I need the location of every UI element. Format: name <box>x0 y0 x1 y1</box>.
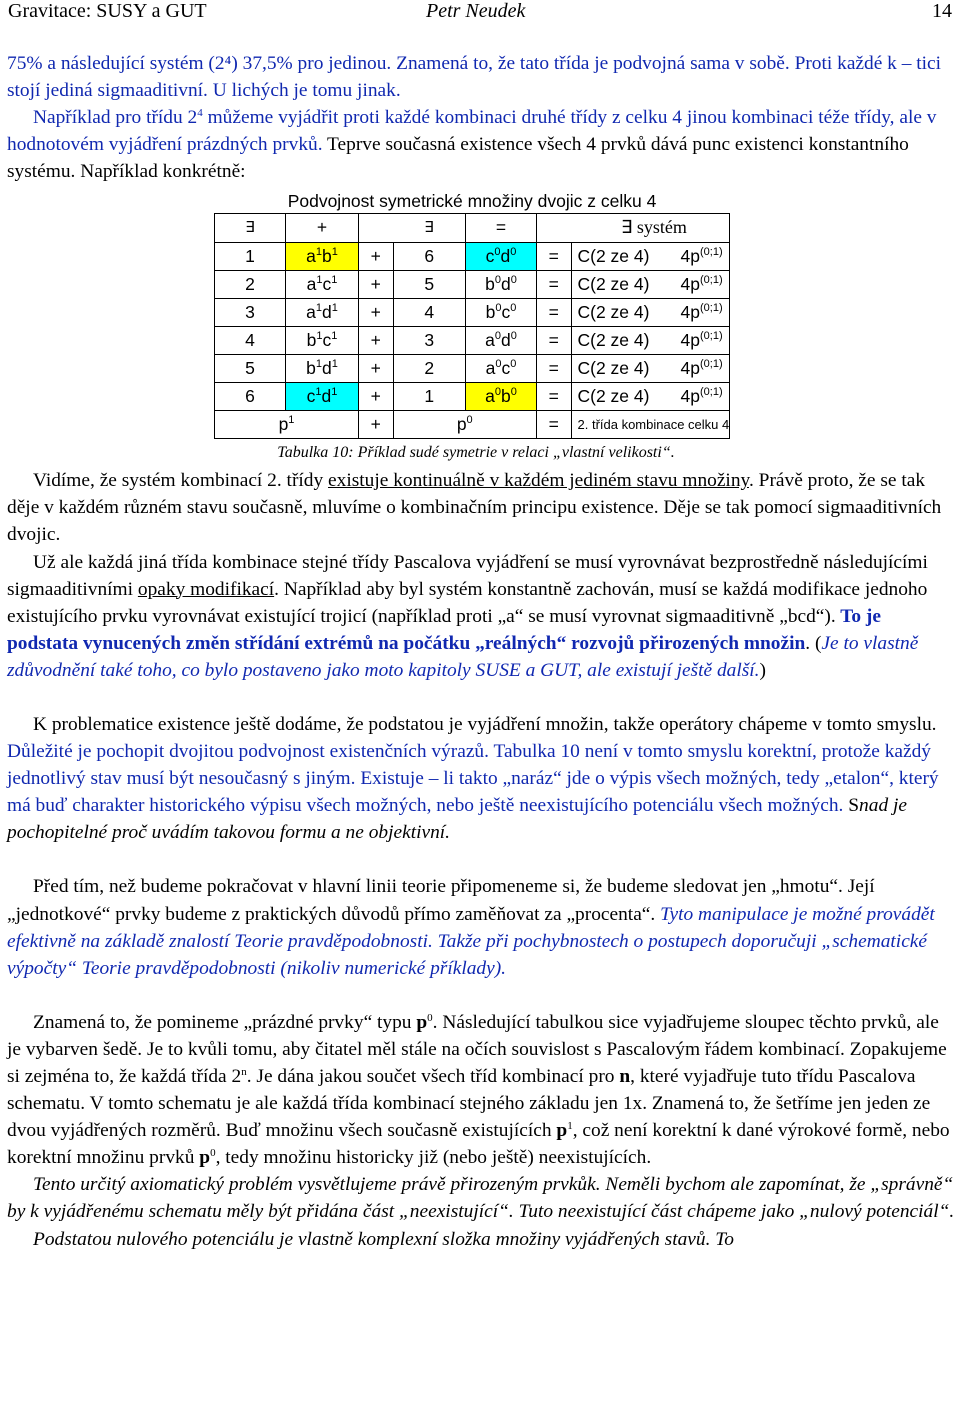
paragraph-9: Podstatou nulového potenciálu je vlastně komplexní složka množiny vyjádřených stavů. To <box>33 1228 734 1250</box>
row-result: C(2 ze 4) <box>571 270 674 298</box>
table-row: 2 $a^1c^1$ + 5 $b^0d^0$ = C(2 ze 4) $4p^{(0;1)}$ <box>215 270 730 298</box>
existing-pair: $a^1d^1$ <box>286 298 359 326</box>
complement-count: 2 <box>393 354 466 382</box>
row-probability: $4p^{(0;1)}$ <box>674 383 730 411</box>
exists-symbol: ∃ <box>215 214 286 242</box>
row-probability: $4p^{(0;1)}$ <box>674 298 730 326</box>
empty-pair: $a^0b^0$ <box>466 383 537 411</box>
empty-pair: $b^0d^0$ <box>466 270 537 298</box>
table-row: 3 $a^1d^1$ + 4 $b^0c^0$ = C(2 ze 4) $4p^{(0;1)}$ <box>215 298 730 326</box>
complement-count: 4 <box>393 298 466 326</box>
page-number: 14 <box>932 0 952 22</box>
existing-pair: $c^1d^1$ <box>286 383 359 411</box>
empty-pair: $a^0d^0$ <box>466 326 537 354</box>
page-header <box>0 0 960 26</box>
exists-system: ∃ systém <box>571 214 730 242</box>
table-summary-row: $p^1$ + $p^0$ = 2. třída kombinace celku 4 <box>215 411 730 439</box>
paragraph-2: Například pro třídu $2^4$ můžeme vyjádřit proti každé kombinaci druhé třídy z celku 4 jinou kombinaci téže třídy, ale v hodnotovém vyjádření prázdných prvků. Teprve současná existence všech 4 prvků dává punc existenci konstantního systému. Například konkrétně: <box>7 107 937 183</box>
complement-count: 1 <box>393 383 466 411</box>
exists-symbol: ∃ <box>393 214 466 242</box>
paragraph-8: Tento určitý axiomatický problém vysvětlujeme právě přirozeným prvkůk. Neměli bychom ale zapomínat, že „správně“ by k vyjádřenému schematu měly být přidána část „neexistující“. Tuto neexistující část chápeme jako „nulový potenciál“. <box>7 1174 955 1223</box>
table-row: 4 $b^1c^1$ + 3 $a^0d^0$ = C(2 ze 4) $4p^{(0;1)}$ <box>215 326 730 354</box>
row-result: C(2 ze 4) <box>571 354 674 382</box>
existing-pair: $a^1b^1$ <box>286 242 359 270</box>
row-probability: $4p^{(0;1)}$ <box>674 270 730 298</box>
row-number: 1 <box>215 242 286 270</box>
complement-count: 6 <box>393 242 466 270</box>
row-number: 5 <box>215 354 286 382</box>
existing-pair: $b^1c^1$ <box>286 326 359 354</box>
combination-table <box>214 213 730 439</box>
table-row: 5 $b^1d^1$ + 2 $a^0c^0$ = C(2 ze 4) $4p^{(0;1)}$ <box>215 354 730 382</box>
row-probability: $4p^{(0;1)}$ <box>674 354 730 382</box>
row-number: 4 <box>215 326 286 354</box>
row-number: 6 <box>215 383 286 411</box>
row-result: C(2 ze 4) <box>571 298 674 326</box>
paragraph-7: Znamená to, že pomineme „prázdné prvky“ typu $p^0$. Následující tabulkou sice vyjadřujeme sloupec těchto prvků, ale je vybarven šedě. Je to kvůli tomu, aby čitatel měl stále na očích souvislost s Pascalovým řádem kombinací. Zopakujeme si zejména to, že každá třída 2$^n$. Je dána jakou součet všech tříd kombinací pro n, které vyjadřuje tuto třídu Pascalova schematu. V tomto schematu je ale každá třída kombinací stejného základu jen 1x. Znamená to, že šetříme jen jeden ze dvou vyjádřených rozměrů. Buď množinu všech současně existujících $p^1$, což není korektní k dané výrokové formě, nebo korektní množinu prvků $p^0$, tedy množinu historicky již (nebo ještě) neexistujících. <box>7 1011 950 1169</box>
summary-p0: $p^0$ <box>393 411 537 439</box>
complement-count: 3 <box>393 326 466 354</box>
paragraph-6: Před tím, než budeme pokračovat v hlavní linii teorie připomeneme si, že budeme sledovat jen „hmotu“. Její „jednotkové“ prvky budeme z praktických důvodů přímo zaměňovat za „procenta“. Tyto manipulace je možné provádět efektivně na základě znalostí Teorie pravděpodobnosti. Takže při pochybnostech o postupech doporučuji „schematické výpočty“ Teorie pravděpodobnosti (nikoliv numerické příklady). <box>7 876 935 979</box>
empty-pair: $c^0d^0$ <box>466 242 537 270</box>
paragraph-4: Už ale každá jiná třída kombinace stejné třídy Pascalova vyjádření se musí vyrovnávat bezprostředně následujícími sigmaaditivními opaky modifikací. Například aby byl systém konstantně zachován, musí se každá modifikace jednoho existujícího prvku vyrovnávat existující trojicí (například proti „a“ se musí vyrovnat sigmaaditivně „bcd“). To je podstata vynucených změn střídání extrémů na počátku „reálných“ rozvojů přirozených množin. (Je to vlastně zdůvodnění také toho, co bylo postaveno jako moto kapitoly SUSE a GUT, ale existují ještě další.) <box>7 551 928 681</box>
table-header-row: ∃ + ∃ = ∃ systém <box>215 214 730 242</box>
existing-pair: $b^1d^1$ <box>286 354 359 382</box>
row-probability: $4p^{(0;1)}$ <box>674 326 730 354</box>
table-row: 1 $a^1b^1$ + 6 $c^0d^0$ = C(2 ze 4) $4p^{(0;1)}$ <box>215 242 730 270</box>
row-number: 3 <box>215 298 286 326</box>
row-number: 2 <box>215 270 286 298</box>
paragraph-1: 75% a následující systém (2⁴) 37,5% pro jedinou. Znamená to, že tato třída je podvojná sama v sobě. Proti každé k – tici stojí jediná sigmaaditivní. U lichých je tomu jinak. <box>7 53 942 102</box>
summary-result: 2. třída kombinace celku 4 <box>571 411 730 439</box>
paragraph-5: K problematice existence ještě dodáme, že podstatou je vyjádření množin, takže operátory chápeme v tomto smyslu. Důležité je pochopit dvojitou podvojnost existenčních výrazů. Tabulka 10 není v tomto smyslu korektní, protože každý jednotlivý stav musí být nesoučasný s jiným. Existuje – li takto „naráz“ jde o výpis všech možných, tedy „etalon“, který má buď charakter historického výpisu všech možných, nebo ještě neexistujícího potenciálu všech možných. Snad je pochopitelné proč uvádím takovou formu a ne objektivní. <box>7 713 939 844</box>
page-body <box>7 50 955 1253</box>
empty-pair: $b^0c^0$ <box>466 298 537 326</box>
empty-pair: $a^0c^0$ <box>466 354 537 382</box>
header-author: Petr Neudek <box>426 0 526 22</box>
table-10 <box>7 185 955 467</box>
row-probability: $4p^{(0;1)}$ <box>674 242 730 270</box>
table-caption: Tabulka 10: Příklad sudé symetrie v relaci „vlastní velikosti“. <box>277 444 675 462</box>
table-row: 6 $c^1d^1$ + 1 $a^0b^0$ = C(2 ze 4) $4p^{(0;1)}$ <box>215 383 730 411</box>
existing-pair: $a^1c^1$ <box>286 270 359 298</box>
summary-p1: $p^1$ <box>215 411 359 439</box>
row-result: C(2 ze 4) <box>571 326 674 354</box>
table-title: Podvojnost symetrické množiny dvojic z celku 4 <box>287 191 657 212</box>
complement-count: 5 <box>393 270 466 298</box>
row-result: C(2 ze 4) <box>571 383 674 411</box>
header-title: Gravitace: SUSY a GUT <box>8 0 207 22</box>
paragraph-3: Vidíme, že systém kombinací 2. třídy existuje kontinuálně v každém jediném stavu množiny. Právě proto, že se tak děje v každém různém stavu současně, mluvíme o kombinačním principu existence. Děje se tak pomocí sigmaaditivních dvojic. <box>7 470 942 546</box>
row-result: C(2 ze 4) <box>571 242 674 270</box>
